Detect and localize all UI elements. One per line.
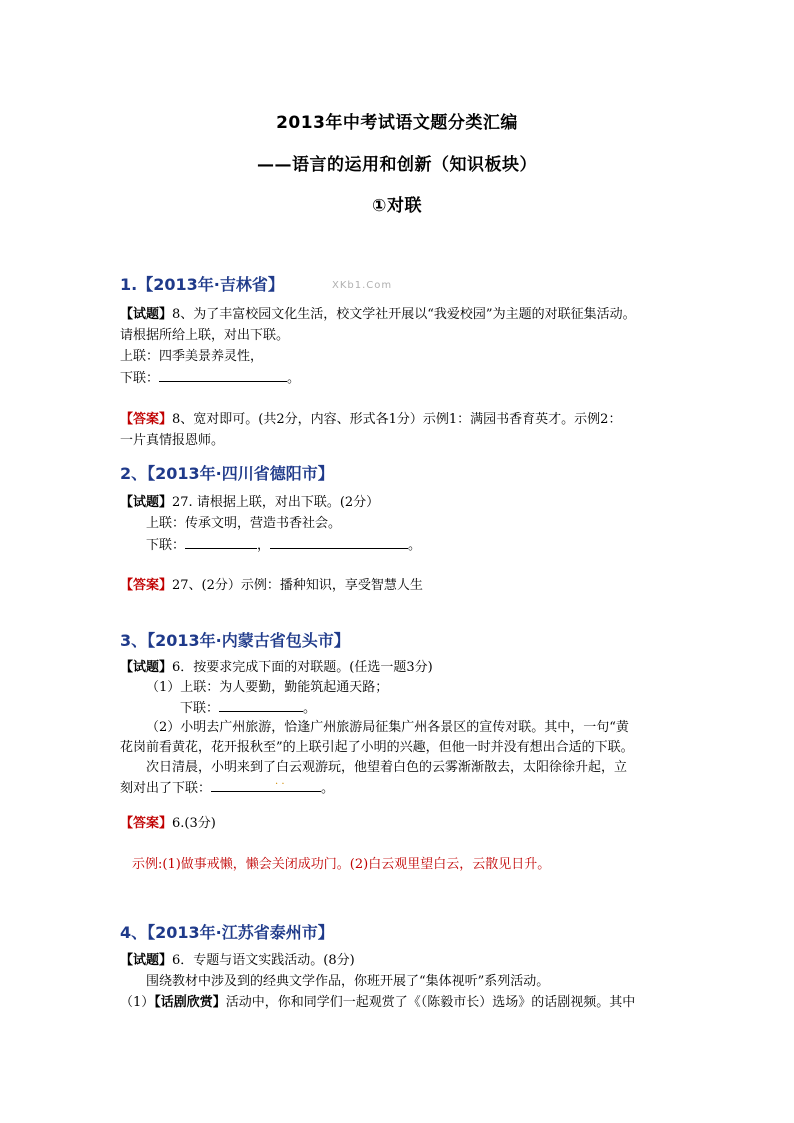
q3-part1-lower-end: 。: [303, 701, 317, 716]
q2-question-text1: 27. 请根据上联，对出下联。(2分）: [172, 495, 380, 510]
q4-question-line3: [120, 994, 635, 1011]
q1-heading: 1.【2013年·吉林省】: [120, 275, 284, 294]
document-title: 2013年中考试语文题分类汇编: [276, 113, 518, 133]
q3-part2-line4: [120, 776, 335, 797]
q3-part2-line3: 次日清晨，小明来到了白云观游玩，他望着白色的云雾渐渐散去，太阳徐徐升起，立: [146, 760, 628, 775]
q2-question-tag: 【试题】: [120, 495, 173, 510]
q3-part2-end: 。: [321, 781, 335, 796]
q1-answer-tag: 【答案】: [120, 412, 173, 427]
q1-lower-couplet: [120, 369, 300, 387]
q4-drama-tag: 【话剧欣赏】: [154, 995, 226, 1010]
blank-decoration: . .: [275, 776, 285, 787]
q1-question-text1: 8、为了丰富校园文化生活，校文学社开展以“我爱校园”为主题的对联征集活动。: [172, 307, 636, 322]
q3-part2-line2: 花岗前看黄花，花开报秋至”的上联引起了小明的兴趣，但他一时并没有想出合适的下联。: [120, 740, 634, 755]
q1-question-line1: [120, 306, 636, 323]
q1-answer-line1: [120, 411, 621, 428]
q2-answer-tag: 【答案】: [120, 578, 173, 593]
q1-question-tag: 【试题】: [120, 307, 173, 322]
q2-answer-line1: [120, 577, 423, 594]
watermark: XKb1.Com: [332, 280, 393, 291]
q3-part2-answer-blank[interactable]: [211, 776, 321, 792]
section-title: ①对联: [372, 196, 422, 216]
q3-part1-answer-blank[interactable]: [219, 699, 303, 712]
q2-heading: 2、【2013年·四川省德阳市】: [120, 464, 334, 483]
q3-question-line1: [120, 659, 433, 676]
q4-line3-text: 活动中，你和同学们一起观赏了《（陈毅市长）选场》的话剧视频。其中: [225, 995, 636, 1010]
q3-answer-example: 示例:(1)做事戒懒，懒会关闭成功门。(2)白云观里望白云，云散见日升。: [132, 857, 551, 872]
q3-answer-line1: [120, 815, 216, 832]
q2-upper-couplet: 上联：传承文明，营造书香社会。: [146, 516, 342, 531]
document-subtitle: ——语言的运用和创新（知识板块）: [257, 155, 537, 175]
q1-upper-couplet: 上联：四季美景养灵性，: [120, 349, 264, 364]
q3-part1-lower: [180, 699, 316, 717]
q2-lower-end: 。: [408, 538, 422, 553]
q3-answer-score: 6.(3分): [172, 816, 216, 831]
q4-question-line1: [120, 952, 355, 969]
q4-question-text1: 6．专题与语文实践活动。(8分): [172, 953, 355, 968]
q1-lower-label: 下联：: [120, 371, 160, 386]
q4-question-tag: 【试题】: [120, 953, 173, 968]
q1-answer-line2: 一片真情报恩师。: [120, 433, 225, 448]
q4-question-line2: 围绕教材中涉及到的经典文学作品，你班开展了“集体视听”系列活动。: [146, 974, 550, 989]
q3-heading: 3、【2013年·内蒙古省包头市】: [120, 631, 350, 650]
q1-lower-end: 。: [287, 371, 301, 386]
q4-heading: 4、【2013年·江苏省泰州市】: [120, 923, 334, 942]
q1-answer-text1: 8、宽对即可。(共2分，内容、形式各1分）示例1：满园书香育英才。示例2：: [172, 412, 622, 427]
q2-lower-mid: ，: [257, 538, 271, 553]
q3-part2-label: 刻对出了下联：: [120, 781, 212, 796]
q2-answer-text1: 27、(2分）示例：播种知识，享受智慧人生: [172, 578, 423, 593]
q3-part1-lower-label: 下联：: [180, 701, 220, 716]
q2-lower-couplet: [146, 536, 421, 554]
q2-lower-label: 下联：: [146, 538, 186, 553]
q3-part1-upper: （1）上联：为人要勤，勤能筑起通天路；: [146, 680, 389, 695]
q3-question-tag: 【试题】: [120, 660, 173, 675]
q1-question-line2: 请根据所给上联，对出下联。: [120, 328, 290, 343]
q2-question-line1: [120, 494, 379, 511]
q4-line3-prefix: （1）: [120, 995, 155, 1010]
q3-answer-tag: 【答案】: [120, 816, 173, 831]
q3-part2-line1: （2）小明去广州旅游，恰逢广州旅游局征集广州各景区的宣传对联。其中，一句“黄: [146, 720, 629, 735]
q2-answer-blank-1[interactable]: [185, 536, 257, 549]
q3-question-text1: 6．按要求完成下面的对联题。(任选一题3分): [172, 660, 433, 675]
q2-answer-blank-2[interactable]: [270, 536, 408, 549]
q1-answer-blank[interactable]: [159, 369, 287, 382]
